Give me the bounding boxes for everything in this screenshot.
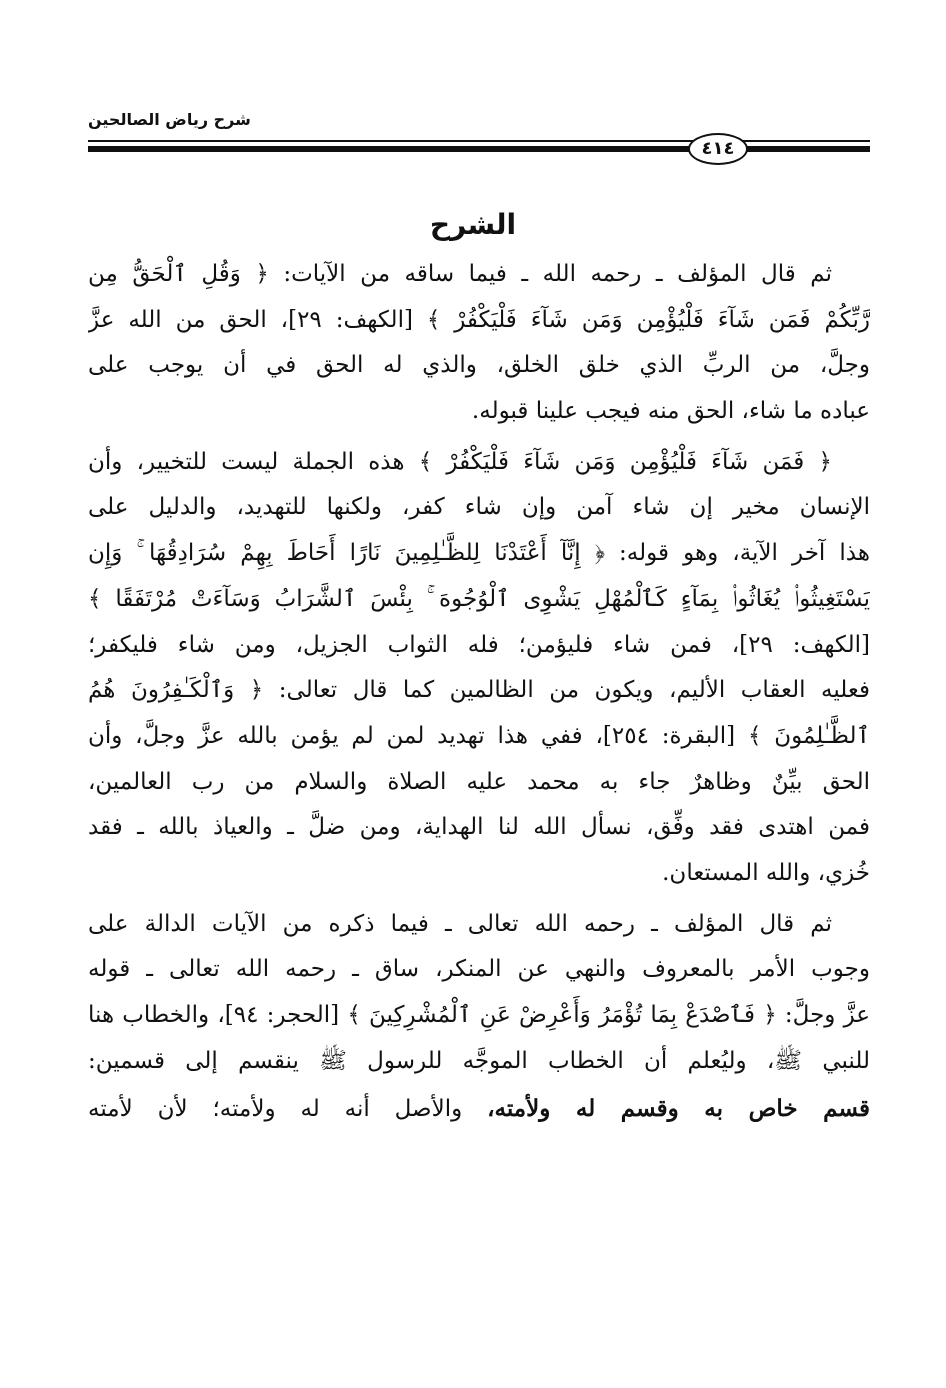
text-line: عزَّ وجلَّ: ﴿ فَٱصْدَعْ بِمَا تُؤْمَرُ وَأَعْرِضْ عَنِ ٱلْمُشْرِكِينَ ﴾ [الحجر: ٩٤]، والخطاب هنا	[88, 1002, 870, 1028]
section-heading: الشرح	[429, 208, 517, 241]
text-line: [الكهف: ٢٩]، فمن شاء فليؤمن؛ فله الثواب الجزيل، ومن شاء فليكفر؛	[88, 631, 870, 658]
text-line: ثم قال المؤلف ـ رحمه الله تعالى ـ فيما ذكره من الآيات الدالة على	[88, 910, 832, 937]
text-line: فمن اهتدى فقد وفِّق، نسأل الله لنا الهداية، ومن ضلَّ ـ والعياذ بالله ـ فقد	[88, 814, 870, 841]
text-line: ٱلظَّـٰلِمُونَ ﴾ [البقرة: ٢٥٤]، ففي هذا تهديد لمن لم يؤمن بالله عزَّ وجلَّ، وأن	[88, 722, 870, 749]
text-line	[88, 1086, 870, 1132]
text-line: الحق بيِّنٌ وظاهرٌ جاء به محمد عليه الصلاة والسلام من رب العالمين،	[88, 768, 870, 795]
text-line: يَسْتَغِيثُوا۟ يُغَاثُوا۟ بِمَآءٍ كَٱلْمُهْلِ يَشْوِى ٱلْوُجُوهَ ۚ بِئْسَ ٱلشَّرَابُ وَسَآءَتْ مُرْتَفَقًا ﴾	[88, 585, 870, 612]
page-number: ٤١٤	[688, 133, 748, 165]
text-line: وجلَّ، من الربِّ الذي خلق الخلق، والذي له الحق في أن يوجب على	[88, 352, 870, 379]
header-rule-thick	[88, 146, 870, 152]
paragraph	[88, 1086, 870, 1132]
text-line: ﴿ فَمَن شَآءَ فَلْيُؤْمِن وَمَن شَآءَ فَلْيَكْفُرْ ﴾ هذه الجملة ليست للتخيير، وأن	[88, 448, 832, 475]
text-line: ثم قال المؤلف ـ رحمه الله ـ فيما ساقه من الآيات: ﴿ وَقُلِ ٱلْحَقُّ مِن	[88, 261, 832, 287]
text-line: خُزي، والله المستعان.	[662, 859, 870, 886]
text-line: عباده ما شاء، الحق منه فيجب علينا قبوله.	[471, 398, 870, 425]
text-line: هذا آخر الآية، وهو قوله: ﴿ إِنَّآ أَعْتَدْنَا لِلظَّـٰلِمِينَ نَارًا أَحَاطَ بِهِمْ سُرَادِقُهَا ۚ وَإِن	[88, 540, 870, 567]
paragraph	[88, 252, 870, 435]
paragraph	[88, 440, 870, 897]
bold-text: قسم خاص به وقسم له ولأمته،	[487, 1095, 870, 1123]
text-line: فعليه العقاب الأليم، ويكون من الظالمين كما قال تعالى: ﴿ وَٱلْكَـٰفِرُونَ هُمُ	[88, 677, 870, 704]
body-text	[88, 252, 870, 1132]
text-line: للنبي ﷺ، وليُعلم أن الخطاب الموجَّه للرسول ﷺ ينقسم إلى قسمين:	[88, 1047, 870, 1074]
paragraph	[88, 902, 870, 1085]
text-line: وجوب الأمر بالمعروف والنهي عن المنكر، ساق ـ رحمه الله تعالى ـ قوله	[88, 956, 870, 983]
text-segment: والأصل أنه له ولأمته؛ لأن لأمته	[88, 1096, 488, 1123]
text-line: الإنسان مخير إن شاء آمن وإن شاء كفر، ولكنها للتهديد، والدليل على	[88, 494, 870, 521]
text-line: رَّبِّكُمْ فَمَن شَآءَ فَلْيُؤْمِن وَمَن شَآءَ فَلْيَكْفُرْ ﴾ [الكهف: ٢٩]، الحق من الله عزَّ	[88, 306, 870, 333]
running-title: شرح رياض الصالحين	[88, 110, 251, 129]
header-rule-thin	[88, 140, 870, 142]
